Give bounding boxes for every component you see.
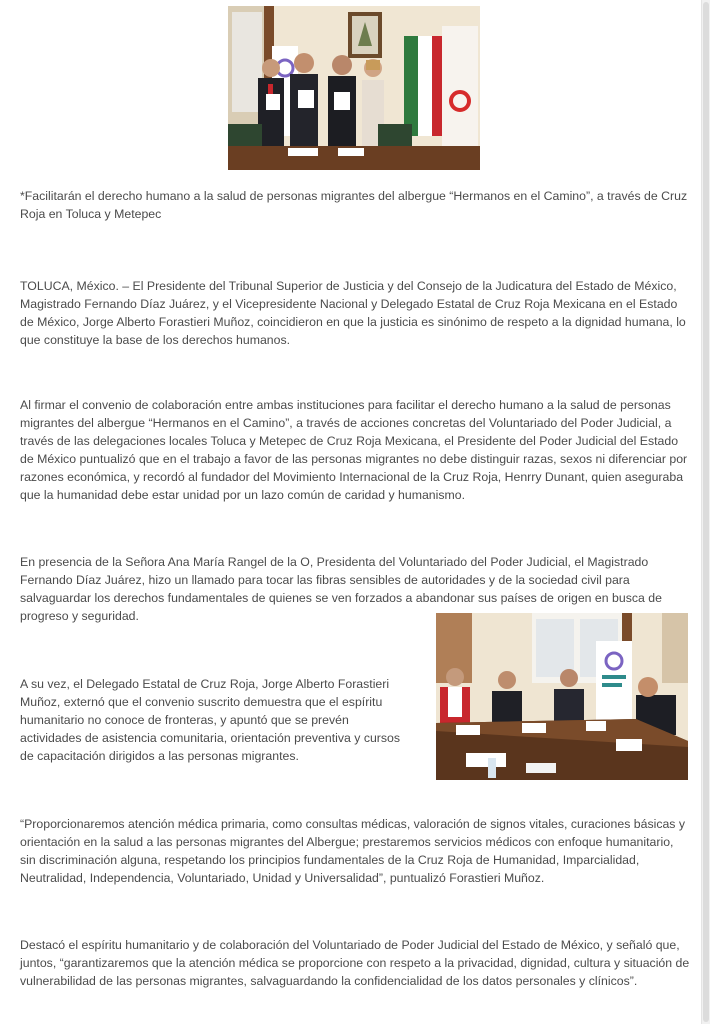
scrollbar-thumb[interactable] [703, 2, 709, 1022]
paragraph-1: TOLUCA, México. – El Presidente del Tribunal Superior de Justicia y del Consejo de la Judicatura del Estado de México, Magistrado Fernando Díaz Juárez, y el Vicepresidente Nacional y Delegado Estatal de Cruz Roja Mexicana en el Estado de México, Jorge Alberto Forastieri Muñoz, coincidieron en que la justicia es sinónimo de respeto a la dignidad humana, lo que constituye la base de los derechos humanos. [20, 279, 686, 347]
vertical-scrollbar[interactable] [701, 0, 710, 1024]
paragraph-6: Destacó el espíritu humanitario y de colaboración del Voluntariado de Poder Judicial del Estado de México, y señaló que, juntos, “garantizaremos que la atención médica se proporcione con respeto a la privacidad, dignidad, cultura y situación de vulnerabilidad de las personas migrantes, salvaguardando la confidencialidad de los datos personales y clínicos”. [20, 938, 690, 988]
paragraph-5: “Proporcionaremos atención médica primaria, como consultas médicas, valoración de signos vitales, curaciones básicas y orientación en la salud a las personas migrantes del Albergue; prestaremos servicios médicos con enfoque humanitario, sin discriminación alguna, respetando los principios fundamentales de la Cruz Roja de Humanidad, Imparcialidad, Neutralidad, Independencia, Voluntariado, Unidad y Universalidad”, puntualizó Forastieri Muñoz. [20, 817, 686, 885]
meeting-table-photo [436, 613, 688, 780]
paragraph-3: En presencia de la Señora Ana María Rangel de la O, Presidenta del Voluntariado del Poder Judicial, el Magistrado Fernando Díaz Juárez, hizo un llamado para tocar las fibras sensibles de autoridades y de la sociedad civil para salvaguardar los derechos fundamentales de quienes se ven forzados a abandonar sus países de origen en busca de progreso y seguridad. [20, 555, 662, 623]
signing-ceremony-photo [228, 6, 480, 170]
paragraph-4: A su vez, el Delegado Estatal de Cruz Roja, Jorge Alberto Forastieri Muñoz, externó que el convenio suscrito demuestra que el espíritu humanitario no conoce de fronteras, y apuntó que se prevén actividades de asistencia comunitaria, orientación preventiva y cursos de capacitación dirigidos a las personas migrantes. [20, 677, 401, 763]
paragraph-2: Al firmar el convenio de colaboración entre ambas instituciones para facilitar el derecho humano a la salud de personas migrantes del albergue “Hermanos en el Camino”, a través de acciones concretas del Voluntariado del Poder Judicial, a través de las delegaciones locales Toluca y Metepec de Cruz Roja Mexicana, el Presidente del Poder Judicial del Estado de México puntualizó que en el trabajo a favor de las personas migrantes no debe distinguir razas, sexos ni diferenciar por razones económica, y recordó al fundador del Movimiento Internacional de la Cruz Roja, Henrry Dunant, quien aseguraba que la humanidad debe estar unidad por un lazo común de caridad y humanismo. [20, 398, 688, 502]
article-subtitle: *Facilitarán el derecho humano a la salud de personas migrantes del albergue “Hermanos en el Camino”, a través de Cruz Roja en Toluca y Metepec [20, 189, 688, 221]
